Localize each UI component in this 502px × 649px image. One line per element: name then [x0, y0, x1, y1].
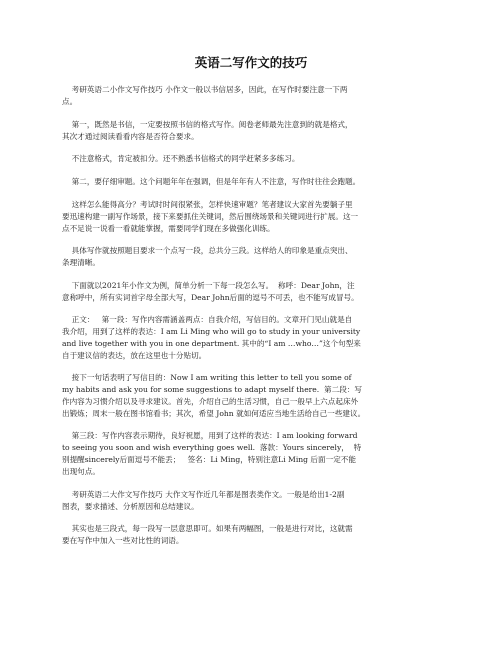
paragraph: [62, 245, 442, 269]
text-line: 第三段：写作内容表示期待，良好祝愿，用到了这样的表达：I am looking forward: [62, 431, 358, 440]
text-line: and live together with you in one department. 其中的“I am …who…”这个句型来: [62, 339, 361, 348]
paragraph: [62, 314, 442, 362]
text-line: 第二，要仔细审题。这个问题年年在强调，但是年年有人不注意，写作时往往会跑题。: [62, 177, 361, 186]
text-line: 别提醒sincerely后面逗号不能丢； 签名：Li Ming，特别注意Li Ming 后面一定不能: [62, 455, 356, 464]
text-line: 其实也是三段式，每一段写一层意思即可。如果有两幅图，一般是进行对比，这就需: [62, 524, 353, 533]
document-title: 英语二写作文的技巧: [194, 55, 308, 70]
paragraph: [62, 84, 442, 108]
text-line: 这样怎么能得高分？考试时时间很紧张，怎样快速审题？笔者建议大家首先要躺子里: [62, 200, 353, 209]
text-line: 图表，要求描述、分析原因和总结建议。: [62, 502, 199, 511]
text-line: 要在写作中加入一些对比性的词语。: [62, 536, 184, 545]
text-line: 意称呼中，所有实词首字母全部大写，Dear John后面的逗号不可丢，也不能写成冒号。: [62, 293, 359, 302]
paragraph: [62, 430, 442, 478]
text-line: 接下一句话表明了写信目的：Now I am writing this letter to tell you some of: [62, 373, 352, 382]
text-line: 考研英语二大作文写作技巧 大作文写作近几年都是图表类作文。一般是给出1-2副: [62, 490, 345, 499]
paragraph: [62, 176, 442, 188]
text-line: 出现句点。: [62, 467, 100, 476]
text-line: 下面就以2021年小作文为例，简单分析一下每一段怎么写。 称呼：Dear John，注: [62, 281, 355, 290]
paragraph: [62, 280, 442, 304]
text-line: 考研英语二小作文写作技巧 小作文一般以书信居多，因此，在写作时要注意一下两: [62, 85, 348, 94]
text-line: 第一，既然是书信，一定要按照书信的格式写作。阅卷老师最先注意到的就是格式，: [62, 120, 353, 129]
text-line: 要迅速构建一副写作场景，接下来要抓住关键词，然后围绕场景和关键词进行扩展。这一: [62, 212, 359, 221]
paragraph: [62, 119, 442, 143]
text-line: 其次才通过阅读看看内容是否符合要求。: [62, 132, 199, 141]
text-line: 点。: [62, 97, 78, 106]
text-line: 我介绍，用到了这样的表达：I am Li Ming who will go to study in your university: [62, 327, 361, 336]
text-line: 作内容为习惯介绍以及寻求建议。首先，介绍自己的生活习惯，自己一般早上六点起床外: [62, 397, 359, 406]
text-line: to seeing you soon and wish everything goes well. 落款：Yours sincerely， 特: [62, 443, 362, 452]
paragraph: [62, 523, 442, 547]
text-line: 不注意格式，肯定被扣分。还不熟悉书信格式的同学赶紧多多练习。: [62, 154, 300, 163]
text-line: 自于建议信的表达，放在这里也十分贴切。: [62, 351, 207, 360]
paragraph: [62, 372, 442, 420]
text-line: 条理清晰。: [62, 258, 100, 267]
paragraph: [62, 489, 442, 513]
text-line: 具体写作就按照题目要求一个点写一段，总共分三段。这样给人的印象是重点突出、: [62, 246, 353, 255]
paragraph: [62, 153, 442, 165]
text-line: 正文： 第一段：写作内容需涵盖两点：自我介绍，写信目的。文章开门见山就是自: [62, 315, 353, 324]
paragraph: [62, 199, 442, 235]
text-line: 出锻炼；周末一般在图书馆看书；其次，希望 John 就如何适应当地生活给自己一些建议。: [62, 409, 366, 418]
text-line: my habits and ask you for some suggestions to adapt myself there. 第二段：写: [62, 385, 363, 394]
text-line: 点不足说一说看一看就能掌握，需要同学们现在多做强化训练。: [62, 224, 275, 233]
